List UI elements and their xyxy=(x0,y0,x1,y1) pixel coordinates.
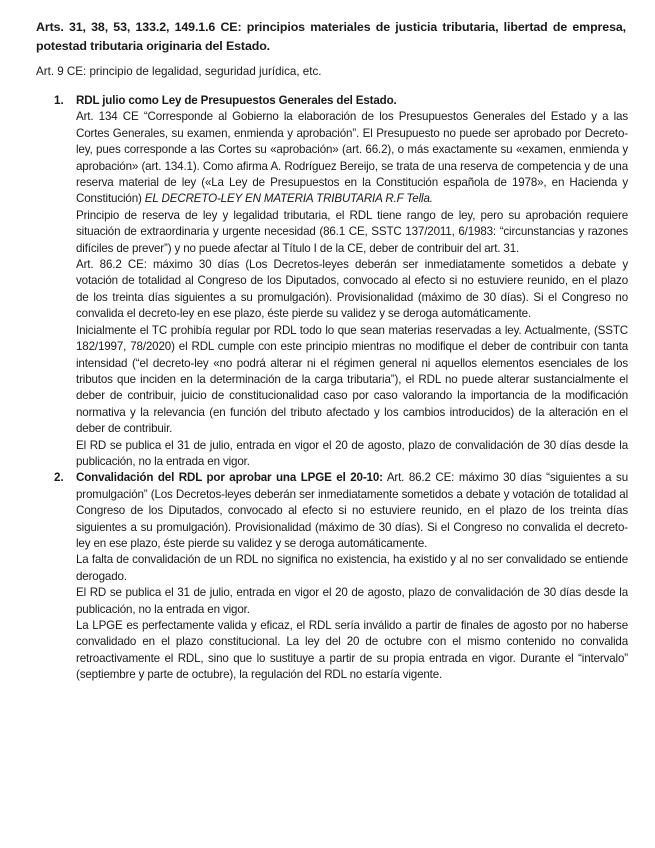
list-number: 1. xyxy=(54,94,64,107)
item-title: RDL julio como Ley de Presupuestos Generales del Estado. xyxy=(76,94,397,107)
item-paragraph xyxy=(76,109,628,207)
item-paragraph: Art. 86.2 CE: máximo 30 días (Los Decretos-leyes deberán ser inmediatamente sometidos a debate y votación de totalidad al Congreso de los Diputados, convocado al efecto si no estuviere reunido, en el plazo de los treinta días siguientes a su promulgación). Provisionalidad (máximo de 30 días). Si el Congreso no convalida el decreto-ley en ese plazo, éste pierde su validez y se deroga automáticamente. xyxy=(76,258,628,321)
item-title: Convalidación del RDL por aprobar una LPGE el 20-10: xyxy=(76,471,383,485)
item-paragraph: El RD se publica el 31 de julio, entrada en vigor el 20 de agosto, plazo de convalidación de 30 días desde la publicación, no la entrada en vigor. xyxy=(76,586,628,616)
list-item-2 xyxy=(54,470,628,683)
list-number: 2. xyxy=(54,471,64,485)
list-item-1 xyxy=(54,93,628,470)
intro-paragraph: Art. 9 CE: principio de legalidad, seguridad jurídica, etc. xyxy=(36,65,322,78)
item-paragraph: La LPGE es perfectamente valida y eficaz, el RDL sería inválido a partir de finales de agosto por no haberse convalidado en el plazo constitucional. La ley del 20 de octubre con el mismo contenido no convalida retroactivamente el RDL, sino que lo sustituye a partir de su propia entrada en vigor. Durante el “intervalo” (septiembre y parte de octubre), la regulación del RDL no estaría vigente. xyxy=(76,619,628,682)
numbered-list xyxy=(54,93,628,684)
item-paragraph: Inicialmente el TC prohibía regular por RDL todo lo que sean materias reservadas a ley. Actualmente, (SSTC 182/1997, 78/2020) el RDL cumple con este principio mientras no modifique el deber de contribuir con tanta intensidad (“el decreto-ley «no podrá alterar ni el régimen general ni aquellos elementos esenciales de los tributos que inciden en la determinación de la carga tributaria”), el RDL no puede alterar sustancialmente el deber de contribuir, juicio de constitucionalidad caso por caso valorando la importancia de la modificación normativa y la relevancia (en función del tributo afectado y los cambios introducidos) de la alteración en el deber de contribuir. xyxy=(76,323,628,436)
document-heading: Arts. 31, 38, 53, 133.2, 149.1.6 CE: principios materiales de justicia tributaria, libertad de empresa, potestad tributaria originaria del Estado. xyxy=(36,20,626,53)
item-paragraph: Principio de reserva de ley y legalidad tributaria, el RDL tiene rango de ley, pero su aprobación requiere situación de extraordinaria y urgente necesidad (86.1 CE, SSTC 137/2011, 6/1983: “circunstancias y razones difíciles de prever”) y no puede afectar al Título I de la CE, deber de contribuir del art. 31. xyxy=(76,208,628,255)
item-paragraph xyxy=(76,470,628,552)
item-paragraph: La falta de convalidación de un RDL no significa no existencia, ha existido y al no ser convalidado se entiende derogado. xyxy=(76,553,628,583)
paragraph-text: Art. 134 CE “Corresponde al Gobierno la elaboración de los Presupuestos Generales del Estado y a las Cortes Generales, su examen, enmienda y aprobación”. El Presupuesto no puede ser aprobado por Decreto-ley, pues corresponde a las Cortes su «aprobación» (art. 66.2), o más exactamente su «examen, enmienda y aprobación» (art. 134.1). Como afirma A. Rodríguez Bereijo, se trata de una reserva de competencia y de una reserva material de ley («La Ley de Presupuestos en la Constitución española de 1978», en Hacienda y Constitución) xyxy=(76,110,628,206)
paragraph-text: Art. 86.2 CE: máximo 30 días “siguientes a su promulgación” (Los Decretos-leyes deberán ser inmediatamente sometidos a debate y votación de totalidad al Congreso de los Diputados, convocado al efecto si no estuviere reunido, en el plazo de los treinta días siguientes a su promulgación). Provisionalidad (máximo de 30 días). Si el Congreso no convalida el decreto-ley en ese plazo, éste pierde su validez y se deroga automáticamente. xyxy=(76,471,628,550)
paragraph-italic-text: EL DECRETO-LEY EN MATERIA TRIBUTARIA R.F Tella. xyxy=(144,192,433,206)
item-paragraph: El RD se publica el 31 de julio, entrada en vigor el 20 de agosto, plazo de convalidación de 30 días desde la publicación, no la entrada en vigor. xyxy=(76,438,628,468)
